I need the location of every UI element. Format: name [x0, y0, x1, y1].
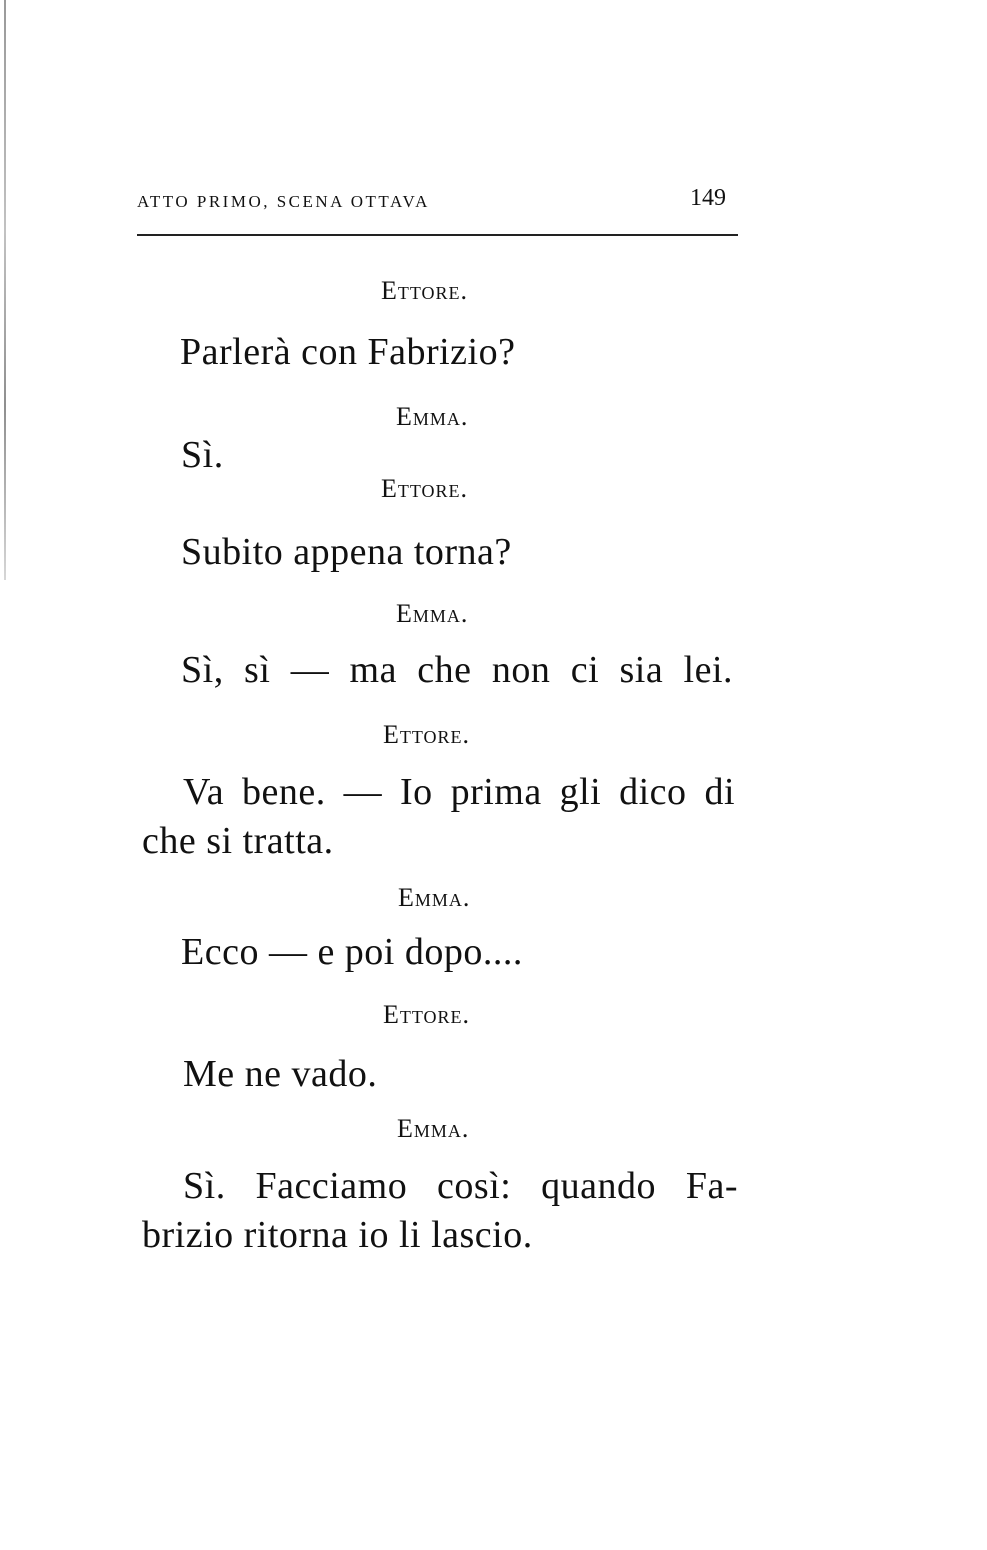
- dialogue-line: Va bene. — Io prima gli dico di: [183, 771, 735, 813]
- speaker-name: Emma.: [398, 883, 471, 912]
- dialogue-line: Me ne vado.: [183, 1053, 378, 1095]
- speaker-name: Emma.: [396, 402, 469, 431]
- speaker-name: Ettore.: [381, 474, 469, 503]
- page-number: 149: [690, 185, 726, 211]
- dialogue-line: Subito appena torna?: [181, 531, 512, 573]
- running-title: ATTO PRIMO, SCENA OTTAVA: [137, 192, 430, 211]
- page-edge-shadow: [4, 0, 6, 580]
- header-rule: [137, 234, 738, 236]
- dialogue-line: brizio ritorna io li lascio.: [142, 1214, 533, 1256]
- speaker-name: Ettore.: [383, 720, 471, 749]
- speaker-name: Emma.: [397, 1114, 470, 1143]
- dialogue-line: Ecco — e poi dopo....: [181, 931, 523, 973]
- speaker-name: Ettore.: [383, 1000, 471, 1029]
- dialogue-line: Sì.: [181, 434, 224, 476]
- dialogue-line: Parlerà con Fabrizio?: [180, 331, 516, 373]
- dialogue-line: Sì, sì — ma che non ci sia lei.: [181, 649, 733, 691]
- speaker-name: Ettore.: [381, 276, 469, 305]
- dialogue-line: che si tratta.: [142, 820, 334, 862]
- dialogue-line: Sì. Facciamo così: quando Fa-: [183, 1165, 738, 1207]
- speaker-name: Emma.: [396, 599, 469, 628]
